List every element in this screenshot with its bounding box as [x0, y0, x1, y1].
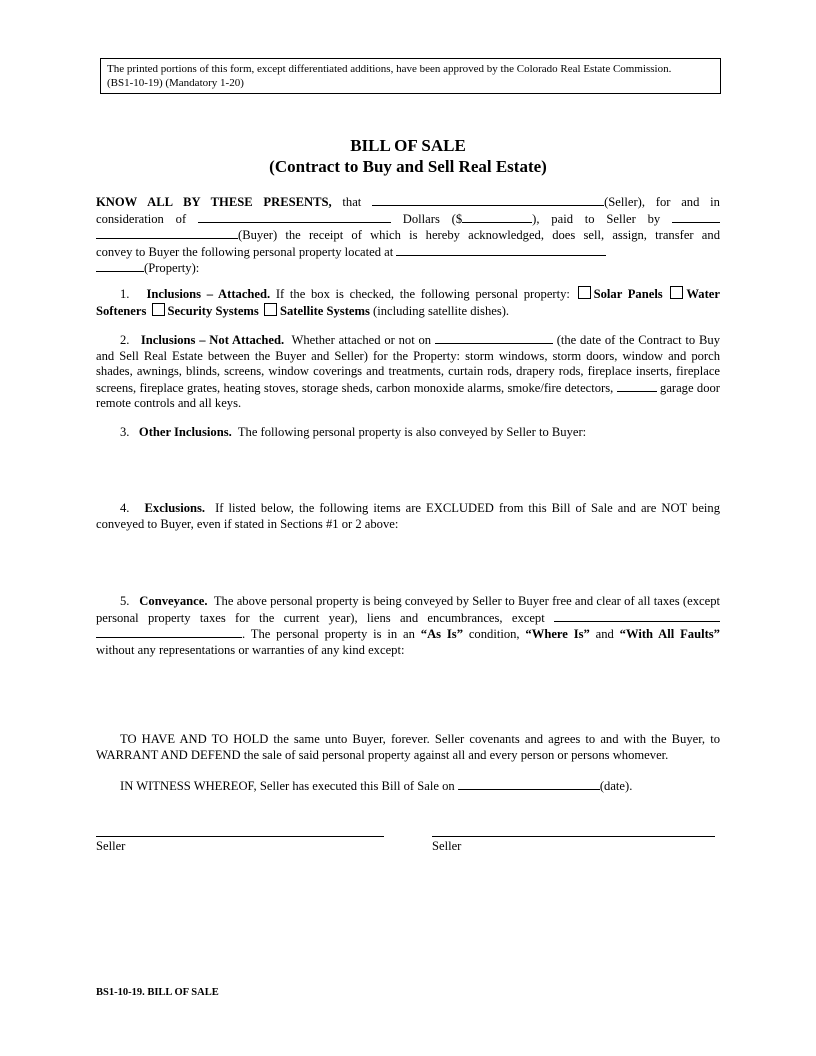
property-label: (Property):	[144, 261, 200, 275]
intro-paragraph	[96, 194, 720, 277]
notice-line-2: (BS1-10-19) (Mandatory 1-20)	[107, 77, 244, 89]
form-footer: BS1-10-19. BILL OF SALE	[96, 987, 219, 998]
section-heading: Exclusions.	[144, 501, 206, 515]
section-text: . The personal property is in an	[242, 627, 415, 641]
contract-date-field[interactable]	[435, 332, 553, 344]
intro-line-2	[96, 211, 720, 228]
section-heading: Inclusions – Attached.	[146, 287, 271, 301]
execution-date-field[interactable]	[458, 778, 600, 790]
water-softeners-checkbox[interactable]	[670, 286, 683, 299]
intro-lead: KNOW ALL BY THESE PRESENTS,	[96, 195, 332, 209]
section-1	[96, 286, 720, 319]
checkbox-label: Water Softeners	[96, 287, 720, 318]
section-heading: Conveyance.	[139, 594, 208, 608]
dollars-label: Dollars ($	[402, 211, 463, 226]
checkbox-label: Satellite Systems	[279, 303, 370, 318]
commission-approval-notice	[100, 58, 721, 94]
intro-text: convey to Buyer the following personal property located at	[96, 244, 394, 259]
buyer-name-field[interactable]	[96, 227, 238, 239]
section-4	[96, 501, 720, 532]
witness-text: IN WITNESS WHEREOF, Seller has executed this Bill of Sale on	[120, 779, 455, 793]
intro-line-1	[96, 194, 720, 211]
checkbox-label: Security Systems	[167, 303, 259, 318]
security-systems-checkbox[interactable]	[152, 303, 165, 316]
intro-line-3	[96, 227, 720, 244]
section-text: garage door remote controls and all keys.	[96, 380, 721, 410]
seller-signature-label-1: Seller	[96, 839, 126, 853]
page-title: BILL OF SALE	[350, 136, 466, 155]
other-inclusions-area[interactable]	[96, 443, 720, 495]
seller-signature-line-1[interactable]	[96, 836, 384, 837]
buyer-label: (Buyer) the receipt of which is hereby acknowledged, does sell, assign, transfer and	[238, 228, 720, 242]
section-text: If the box is checked, the following personal property:	[275, 287, 570, 301]
section-number: 3.	[120, 425, 130, 439]
intro-text: consideration of	[96, 211, 187, 226]
where-is-term: “Where Is”	[525, 627, 590, 641]
section-number: 4.	[120, 501, 130, 515]
dollar-amount-field[interactable]	[462, 211, 532, 223]
section-heading: Other Inclusions.	[138, 425, 232, 439]
intro-line-5	[96, 260, 720, 277]
intro-text: that	[342, 195, 362, 209]
section-text: The following personal property is also conveyed by Seller to Buyer:	[237, 425, 587, 439]
section-number: 2.	[120, 333, 130, 347]
solar-panels-checkbox[interactable]	[578, 286, 591, 299]
seller-name-field[interactable]	[372, 194, 604, 206]
checkbox-label: Solar Panels	[593, 287, 663, 301]
section-2	[96, 332, 720, 412]
section-5	[96, 594, 720, 658]
habendum-clause: TO HAVE AND TO HOLD the same unto Buyer, forever. Seller covenants and agrees to and with the Buyer, to WARRANT AND DEFEND the sale of said personal property against all and every person or persons whomever.	[96, 732, 720, 762]
section-number: 5.	[120, 594, 130, 608]
section-text: and	[595, 627, 614, 641]
section-text: The above personal property is being conveyed by Seller to Buyer free and clear of all taxes (except personal property taxes for the current year), liens and encumbrances, except	[96, 594, 720, 625]
section-number: 1.	[120, 287, 130, 301]
section-heading: Inclusions – Not Attached.	[140, 333, 285, 347]
satellite-systems-checkbox[interactable]	[264, 303, 277, 316]
warranty-exceptions-area[interactable]	[96, 658, 720, 728]
with-all-faults-term: “With All Faults”	[619, 627, 720, 641]
section-text: (the date of the Contract to Buy and Sell Real Estate between the Buyer and Seller) for the Property: storm windows, storm doors, window and porch shades, awnings, blinds, screens, window coverings and treatments, curtain rods, drapery rods, fireplace inserts, fireplace screens, fireplace grates, heating stoves, storage sheds, carbon monoxide alarms, smoke/fire detectors,	[96, 333, 720, 395]
encumbrance-exception-field[interactable]	[554, 610, 720, 622]
property-location-field[interactable]	[396, 244, 606, 256]
remote-count-field[interactable]	[617, 380, 657, 392]
section-text: condition,	[468, 627, 520, 641]
section-text: (including satellite dishes).	[373, 303, 510, 318]
section-text: If listed below, the following items are EXCLUDED from this Bill of Sale and are NOT being conveyed to Buyer, even if stated in Sections #1 or 2 above:	[96, 501, 721, 531]
buyer-name-field-start[interactable]	[672, 211, 720, 223]
section-text: Whether attached or not on	[291, 333, 432, 347]
witness-date-label: (date).	[599, 779, 633, 793]
as-is-term: “As Is”	[420, 627, 463, 641]
section-text: without any representations or warranties of any kind except:	[96, 642, 405, 657]
property-location-field-cont[interactable]	[96, 260, 144, 272]
intro-line-4	[96, 244, 720, 261]
section-3	[96, 425, 720, 441]
page-subtitle: (Contract to Buy and Sell Real Estate)	[269, 157, 547, 176]
witness-clause	[96, 778, 720, 795]
notice-line-1: The printed portions of this form, except differentiated additions, have been approved by the Colorado Real Estate Commission.	[107, 63, 672, 75]
exclusions-area[interactable]	[96, 535, 720, 590]
seller-signature-line-2[interactable]	[432, 836, 715, 837]
seller-label: (Seller),	[604, 195, 645, 209]
encumbrance-exception-field-cont[interactable]	[96, 626, 242, 638]
consideration-field[interactable]	[198, 211, 391, 223]
intro-text: ), paid to Seller by	[532, 211, 661, 226]
intro-text: for and in	[655, 195, 720, 209]
seller-signature-label-2: Seller	[432, 839, 462, 853]
